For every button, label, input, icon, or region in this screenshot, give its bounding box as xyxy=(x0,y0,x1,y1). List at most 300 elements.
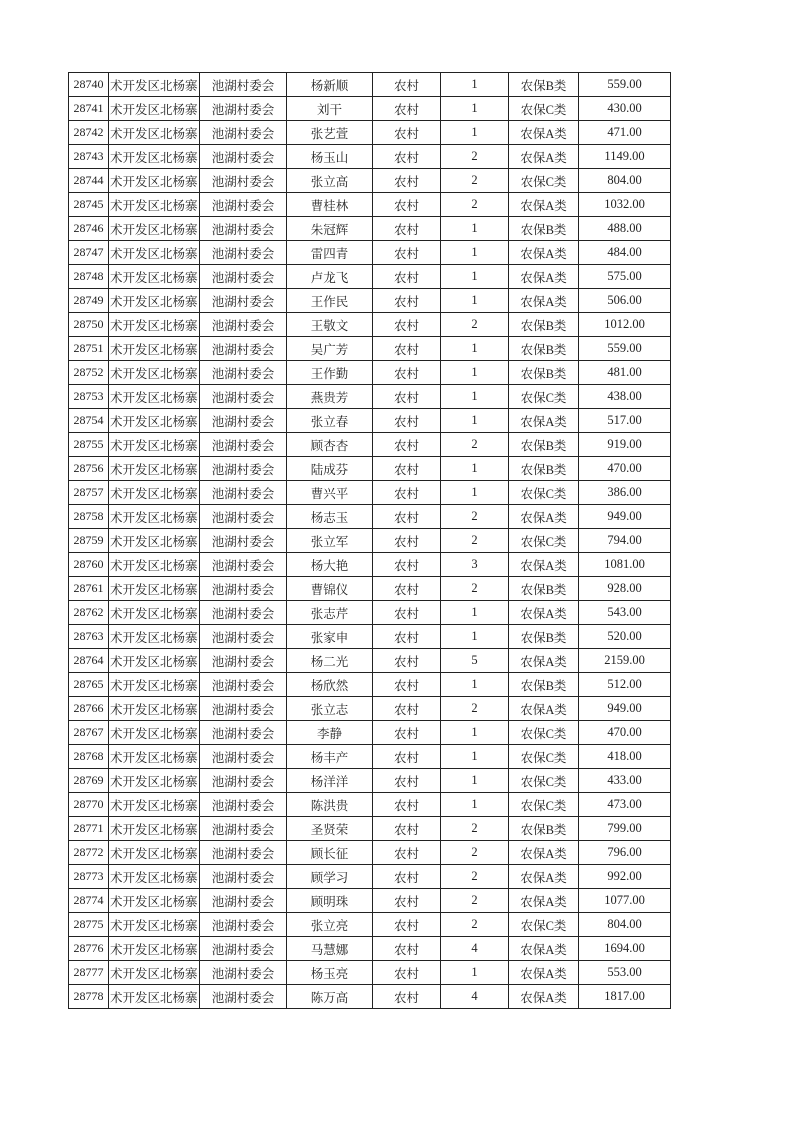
name-cell: 杨洋洋 xyxy=(287,769,373,793)
village-committee-cell: 池湖村委会 xyxy=(200,553,287,577)
area-type-cell: 农村 xyxy=(373,553,441,577)
district-cell: 术开发区北杨寨 xyxy=(109,169,200,193)
district-cell: 术开发区北杨寨 xyxy=(109,817,200,841)
amount-cell: 799.00 xyxy=(579,817,671,841)
amount-cell: 2159.00 xyxy=(579,649,671,673)
amount-cell: 471.00 xyxy=(579,121,671,145)
insurance-category-cell: 农保A类 xyxy=(509,985,579,1009)
insurance-category-cell: 农保A类 xyxy=(509,121,579,145)
name-cell: 杨二光 xyxy=(287,649,373,673)
area-type-cell: 农村 xyxy=(373,913,441,937)
household-size-cell: 2 xyxy=(441,913,509,937)
district-cell: 术开发区北杨寨 xyxy=(109,289,200,313)
area-type-cell: 农村 xyxy=(373,289,441,313)
amount-cell: 386.00 xyxy=(579,481,671,505)
table-row xyxy=(69,745,671,769)
district-cell: 术开发区北杨寨 xyxy=(109,985,200,1009)
village-committee-cell: 池湖村委会 xyxy=(200,673,287,697)
insurance-category-cell: 农保B类 xyxy=(509,361,579,385)
area-type-cell: 农村 xyxy=(373,889,441,913)
amount-cell: 949.00 xyxy=(579,505,671,529)
area-type-cell: 农村 xyxy=(373,337,441,361)
area-type-cell: 农村 xyxy=(373,577,441,601)
record-id-cell: 28750 xyxy=(69,313,109,337)
village-committee-cell: 池湖村委会 xyxy=(200,217,287,241)
district-cell: 术开发区北杨寨 xyxy=(109,601,200,625)
village-committee-cell: 池湖村委会 xyxy=(200,577,287,601)
area-type-cell: 农村 xyxy=(373,409,441,433)
household-size-cell: 1 xyxy=(441,409,509,433)
name-cell: 张立高 xyxy=(287,169,373,193)
table-row xyxy=(69,601,671,625)
district-cell: 术开发区北杨寨 xyxy=(109,97,200,121)
district-cell: 术开发区北杨寨 xyxy=(109,769,200,793)
name-cell: 陈万高 xyxy=(287,985,373,1009)
village-committee-cell: 池湖村委会 xyxy=(200,889,287,913)
household-size-cell: 2 xyxy=(441,433,509,457)
amount-cell: 1694.00 xyxy=(579,937,671,961)
village-committee-cell: 池湖村委会 xyxy=(200,169,287,193)
area-type-cell: 农村 xyxy=(373,769,441,793)
insurance-category-cell: 农保A类 xyxy=(509,697,579,721)
table-row xyxy=(69,385,671,409)
village-committee-cell: 池湖村委会 xyxy=(200,529,287,553)
record-id-cell: 28763 xyxy=(69,625,109,649)
amount-cell: 575.00 xyxy=(579,265,671,289)
name-cell: 张志芹 xyxy=(287,601,373,625)
household-size-cell: 1 xyxy=(441,121,509,145)
household-size-cell: 1 xyxy=(441,361,509,385)
amount-cell: 559.00 xyxy=(579,73,671,97)
table-body xyxy=(69,73,671,1009)
name-cell: 曹锦仪 xyxy=(287,577,373,601)
record-id-cell: 28744 xyxy=(69,169,109,193)
household-size-cell: 2 xyxy=(441,865,509,889)
name-cell: 顾学习 xyxy=(287,865,373,889)
amount-cell: 559.00 xyxy=(579,337,671,361)
insurance-category-cell: 农保A类 xyxy=(509,937,579,961)
record-id-cell: 28771 xyxy=(69,817,109,841)
name-cell: 张家申 xyxy=(287,625,373,649)
amount-cell: 804.00 xyxy=(579,913,671,937)
village-committee-cell: 池湖村委会 xyxy=(200,601,287,625)
village-committee-cell: 池湖村委会 xyxy=(200,481,287,505)
amount-cell: 794.00 xyxy=(579,529,671,553)
household-size-cell: 2 xyxy=(441,505,509,529)
village-committee-cell: 池湖村委会 xyxy=(200,145,287,169)
amount-cell: 506.00 xyxy=(579,289,671,313)
amount-cell: 484.00 xyxy=(579,241,671,265)
village-committee-cell: 池湖村委会 xyxy=(200,961,287,985)
village-committee-cell: 池湖村委会 xyxy=(200,457,287,481)
district-cell: 术开发区北杨寨 xyxy=(109,529,200,553)
area-type-cell: 农村 xyxy=(373,505,441,529)
household-size-cell: 1 xyxy=(441,673,509,697)
village-committee-cell: 池湖村委会 xyxy=(200,289,287,313)
village-committee-cell: 池湖村委会 xyxy=(200,745,287,769)
insurance-category-cell: 农保A类 xyxy=(509,961,579,985)
area-type-cell: 农村 xyxy=(373,625,441,649)
area-type-cell: 农村 xyxy=(373,457,441,481)
name-cell: 陈洪贵 xyxy=(287,793,373,817)
household-size-cell: 2 xyxy=(441,889,509,913)
district-cell: 术开发区北杨寨 xyxy=(109,481,200,505)
record-id-cell: 28768 xyxy=(69,745,109,769)
area-type-cell: 农村 xyxy=(373,73,441,97)
name-cell: 曹桂林 xyxy=(287,193,373,217)
table-row xyxy=(69,865,671,889)
insurance-category-cell: 农保C类 xyxy=(509,793,579,817)
record-id-cell: 28775 xyxy=(69,913,109,937)
area-type-cell: 农村 xyxy=(373,169,441,193)
name-cell: 杨玉亮 xyxy=(287,961,373,985)
record-id-cell: 28748 xyxy=(69,265,109,289)
area-type-cell: 农村 xyxy=(373,265,441,289)
village-committee-cell: 池湖村委会 xyxy=(200,313,287,337)
village-committee-cell: 池湖村委会 xyxy=(200,505,287,529)
record-id-cell: 28760 xyxy=(69,553,109,577)
district-cell: 术开发区北杨寨 xyxy=(109,913,200,937)
table-row xyxy=(69,625,671,649)
name-cell: 朱冠辉 xyxy=(287,217,373,241)
district-cell: 术开发区北杨寨 xyxy=(109,73,200,97)
district-cell: 术开发区北杨寨 xyxy=(109,841,200,865)
district-cell: 术开发区北杨寨 xyxy=(109,745,200,769)
amount-cell: 1817.00 xyxy=(579,985,671,1009)
amount-cell: 543.00 xyxy=(579,601,671,625)
area-type-cell: 农村 xyxy=(373,745,441,769)
district-cell: 术开发区北杨寨 xyxy=(109,889,200,913)
household-size-cell: 1 xyxy=(441,721,509,745)
district-cell: 术开发区北杨寨 xyxy=(109,193,200,217)
village-committee-cell: 池湖村委会 xyxy=(200,721,287,745)
insurance-category-cell: 农保A类 xyxy=(509,145,579,169)
insurance-category-cell: 农保C类 xyxy=(509,97,579,121)
district-cell: 术开发区北杨寨 xyxy=(109,673,200,697)
table-row xyxy=(69,505,671,529)
household-size-cell: 1 xyxy=(441,769,509,793)
insurance-category-cell: 农保B类 xyxy=(509,433,579,457)
village-committee-cell: 池湖村委会 xyxy=(200,433,287,457)
area-type-cell: 农村 xyxy=(373,529,441,553)
table-row xyxy=(69,433,671,457)
household-size-cell: 1 xyxy=(441,385,509,409)
name-cell: 卢龙飞 xyxy=(287,265,373,289)
name-cell: 杨新顺 xyxy=(287,73,373,97)
household-size-cell: 1 xyxy=(441,481,509,505)
insurance-category-cell: 农保A类 xyxy=(509,841,579,865)
table-row xyxy=(69,289,671,313)
record-id-cell: 28755 xyxy=(69,433,109,457)
record-id-cell: 28742 xyxy=(69,121,109,145)
amount-cell: 949.00 xyxy=(579,697,671,721)
name-cell: 雷四青 xyxy=(287,241,373,265)
household-size-cell: 2 xyxy=(441,529,509,553)
name-cell: 李静 xyxy=(287,721,373,745)
amount-cell: 418.00 xyxy=(579,745,671,769)
district-cell: 术开发区北杨寨 xyxy=(109,337,200,361)
insurance-category-cell: 农保A类 xyxy=(509,553,579,577)
record-id-cell: 28761 xyxy=(69,577,109,601)
district-cell: 术开发区北杨寨 xyxy=(109,313,200,337)
amount-cell: 520.00 xyxy=(579,625,671,649)
household-size-cell: 1 xyxy=(441,457,509,481)
table-row xyxy=(69,337,671,361)
amount-cell: 928.00 xyxy=(579,577,671,601)
area-type-cell: 农村 xyxy=(373,97,441,121)
district-cell: 术开发区北杨寨 xyxy=(109,457,200,481)
household-size-cell: 1 xyxy=(441,745,509,769)
area-type-cell: 农村 xyxy=(373,241,441,265)
district-cell: 术开发区北杨寨 xyxy=(109,385,200,409)
village-committee-cell: 池湖村委会 xyxy=(200,817,287,841)
table-row xyxy=(69,145,671,169)
table-row xyxy=(69,577,671,601)
record-id-cell: 28765 xyxy=(69,673,109,697)
household-size-cell: 1 xyxy=(441,241,509,265)
table-row xyxy=(69,361,671,385)
district-cell: 术开发区北杨寨 xyxy=(109,649,200,673)
household-size-cell: 3 xyxy=(441,553,509,577)
table-row xyxy=(69,457,671,481)
district-cell: 术开发区北杨寨 xyxy=(109,409,200,433)
area-type-cell: 农村 xyxy=(373,193,441,217)
name-cell: 吴广芳 xyxy=(287,337,373,361)
amount-cell: 470.00 xyxy=(579,721,671,745)
household-size-cell: 2 xyxy=(441,577,509,601)
insurance-category-cell: 农保C类 xyxy=(509,913,579,937)
household-size-cell: 1 xyxy=(441,217,509,241)
district-cell: 术开发区北杨寨 xyxy=(109,721,200,745)
household-size-cell: 2 xyxy=(441,817,509,841)
record-id-cell: 28770 xyxy=(69,793,109,817)
village-committee-cell: 池湖村委会 xyxy=(200,625,287,649)
table-row xyxy=(69,481,671,505)
amount-cell: 433.00 xyxy=(579,769,671,793)
area-type-cell: 农村 xyxy=(373,817,441,841)
area-type-cell: 农村 xyxy=(373,673,441,697)
name-cell: 张立亮 xyxy=(287,913,373,937)
area-type-cell: 农村 xyxy=(373,649,441,673)
area-type-cell: 农村 xyxy=(373,865,441,889)
table-row xyxy=(69,841,671,865)
name-cell: 马慧娜 xyxy=(287,937,373,961)
household-size-cell: 2 xyxy=(441,697,509,721)
area-type-cell: 农村 xyxy=(373,721,441,745)
area-type-cell: 农村 xyxy=(373,697,441,721)
table-row xyxy=(69,721,671,745)
table-row xyxy=(69,241,671,265)
name-cell: 杨欣然 xyxy=(287,673,373,697)
district-cell: 术开发区北杨寨 xyxy=(109,793,200,817)
record-id-cell: 28762 xyxy=(69,601,109,625)
area-type-cell: 农村 xyxy=(373,313,441,337)
record-id-cell: 28777 xyxy=(69,961,109,985)
insurance-category-cell: 农保A类 xyxy=(509,241,579,265)
name-cell: 王作民 xyxy=(287,289,373,313)
village-committee-cell: 池湖村委会 xyxy=(200,241,287,265)
district-cell: 术开发区北杨寨 xyxy=(109,937,200,961)
village-committee-cell: 池湖村委会 xyxy=(200,697,287,721)
table-row xyxy=(69,937,671,961)
insurance-category-cell: 农保A类 xyxy=(509,409,579,433)
amount-cell: 473.00 xyxy=(579,793,671,817)
table-row xyxy=(69,217,671,241)
insurance-category-cell: 农保A类 xyxy=(509,265,579,289)
area-type-cell: 农村 xyxy=(373,481,441,505)
table-row xyxy=(69,97,671,121)
record-id-cell: 28741 xyxy=(69,97,109,121)
household-size-cell: 1 xyxy=(441,337,509,361)
name-cell: 杨玉山 xyxy=(287,145,373,169)
insurance-category-cell: 农保C类 xyxy=(509,529,579,553)
table-row xyxy=(69,121,671,145)
name-cell: 张立志 xyxy=(287,697,373,721)
insurance-category-cell: 农保A类 xyxy=(509,193,579,217)
household-size-cell: 1 xyxy=(441,97,509,121)
record-id-cell: 28776 xyxy=(69,937,109,961)
village-committee-cell: 池湖村委会 xyxy=(200,937,287,961)
record-id-cell: 28759 xyxy=(69,529,109,553)
table-row xyxy=(69,913,671,937)
amount-cell: 438.00 xyxy=(579,385,671,409)
household-size-cell: 1 xyxy=(441,289,509,313)
household-size-cell: 1 xyxy=(441,625,509,649)
insurance-category-cell: 农保B类 xyxy=(509,457,579,481)
household-size-cell: 2 xyxy=(441,193,509,217)
record-id-cell: 28766 xyxy=(69,697,109,721)
village-committee-cell: 池湖村委会 xyxy=(200,841,287,865)
record-id-cell: 28774 xyxy=(69,889,109,913)
table-row xyxy=(69,817,671,841)
area-type-cell: 农村 xyxy=(373,961,441,985)
table-row xyxy=(69,673,671,697)
household-size-cell: 1 xyxy=(441,961,509,985)
amount-cell: 488.00 xyxy=(579,217,671,241)
record-id-cell: 28757 xyxy=(69,481,109,505)
record-id-cell: 28749 xyxy=(69,289,109,313)
amount-cell: 1149.00 xyxy=(579,145,671,169)
amount-cell: 1012.00 xyxy=(579,313,671,337)
household-size-cell: 1 xyxy=(441,601,509,625)
area-type-cell: 农村 xyxy=(373,793,441,817)
insurance-category-cell: 农保C类 xyxy=(509,169,579,193)
insurance-category-cell: 农保B类 xyxy=(509,337,579,361)
insurance-category-cell: 农保B类 xyxy=(509,625,579,649)
household-size-cell: 5 xyxy=(441,649,509,673)
district-cell: 术开发区北杨寨 xyxy=(109,697,200,721)
table-row xyxy=(69,793,671,817)
name-cell: 顾杏杏 xyxy=(287,433,373,457)
amount-cell: 430.00 xyxy=(579,97,671,121)
village-committee-cell: 池湖村委会 xyxy=(200,265,287,289)
record-id-cell: 28745 xyxy=(69,193,109,217)
name-cell: 燕贵芳 xyxy=(287,385,373,409)
district-cell: 术开发区北杨寨 xyxy=(109,361,200,385)
table-row xyxy=(69,409,671,433)
record-id-cell: 28754 xyxy=(69,409,109,433)
household-size-cell: 1 xyxy=(441,793,509,817)
amount-cell: 1032.00 xyxy=(579,193,671,217)
record-id-cell: 28773 xyxy=(69,865,109,889)
table-row xyxy=(69,193,671,217)
insurance-category-cell: 农保A类 xyxy=(509,889,579,913)
name-cell: 王作勤 xyxy=(287,361,373,385)
district-cell: 术开发区北杨寨 xyxy=(109,553,200,577)
village-committee-cell: 池湖村委会 xyxy=(200,73,287,97)
household-size-cell: 1 xyxy=(441,73,509,97)
village-committee-cell: 池湖村委会 xyxy=(200,361,287,385)
record-id-cell: 28758 xyxy=(69,505,109,529)
record-id-cell: 28764 xyxy=(69,649,109,673)
insurance-category-cell: 农保C类 xyxy=(509,481,579,505)
amount-cell: 517.00 xyxy=(579,409,671,433)
insurance-category-cell: 农保A类 xyxy=(509,505,579,529)
village-committee-cell: 池湖村委会 xyxy=(200,985,287,1009)
table-row xyxy=(69,553,671,577)
district-cell: 术开发区北杨寨 xyxy=(109,577,200,601)
insurance-category-cell: 农保C类 xyxy=(509,721,579,745)
insurance-category-cell: 农保B类 xyxy=(509,217,579,241)
village-committee-cell: 池湖村委会 xyxy=(200,793,287,817)
name-cell: 圣贤荣 xyxy=(287,817,373,841)
insurance-category-cell: 农保C类 xyxy=(509,385,579,409)
name-cell: 张立春 xyxy=(287,409,373,433)
table-row xyxy=(69,313,671,337)
district-cell: 术开发区北杨寨 xyxy=(109,433,200,457)
amount-cell: 804.00 xyxy=(579,169,671,193)
household-subsidy-table xyxy=(68,72,671,1009)
household-size-cell: 1 xyxy=(441,265,509,289)
name-cell: 张立军 xyxy=(287,529,373,553)
household-size-cell: 2 xyxy=(441,169,509,193)
name-cell: 陆成芬 xyxy=(287,457,373,481)
village-committee-cell: 池湖村委会 xyxy=(200,121,287,145)
record-id-cell: 28772 xyxy=(69,841,109,865)
insurance-category-cell: 农保A类 xyxy=(509,289,579,313)
record-id-cell: 28747 xyxy=(69,241,109,265)
household-size-cell: 4 xyxy=(441,937,509,961)
amount-cell: 553.00 xyxy=(579,961,671,985)
amount-cell: 919.00 xyxy=(579,433,671,457)
insurance-category-cell: 农保B类 xyxy=(509,73,579,97)
record-id-cell: 28769 xyxy=(69,769,109,793)
area-type-cell: 农村 xyxy=(373,601,441,625)
record-id-cell: 28756 xyxy=(69,457,109,481)
area-type-cell: 农村 xyxy=(373,841,441,865)
village-committee-cell: 池湖村委会 xyxy=(200,769,287,793)
record-id-cell: 28751 xyxy=(69,337,109,361)
insurance-category-cell: 农保C类 xyxy=(509,745,579,769)
village-committee-cell: 池湖村委会 xyxy=(200,385,287,409)
insurance-category-cell: 农保B类 xyxy=(509,817,579,841)
village-committee-cell: 池湖村委会 xyxy=(200,865,287,889)
table-row xyxy=(69,985,671,1009)
amount-cell: 1077.00 xyxy=(579,889,671,913)
table-row xyxy=(69,769,671,793)
area-type-cell: 农村 xyxy=(373,433,441,457)
table-row xyxy=(69,649,671,673)
district-cell: 术开发区北杨寨 xyxy=(109,217,200,241)
district-cell: 术开发区北杨寨 xyxy=(109,145,200,169)
area-type-cell: 农村 xyxy=(373,937,441,961)
name-cell: 曹兴平 xyxy=(287,481,373,505)
area-type-cell: 农村 xyxy=(373,145,441,169)
district-cell: 术开发区北杨寨 xyxy=(109,265,200,289)
name-cell: 刘干 xyxy=(287,97,373,121)
name-cell: 杨丰产 xyxy=(287,745,373,769)
insurance-category-cell: 农保A类 xyxy=(509,865,579,889)
